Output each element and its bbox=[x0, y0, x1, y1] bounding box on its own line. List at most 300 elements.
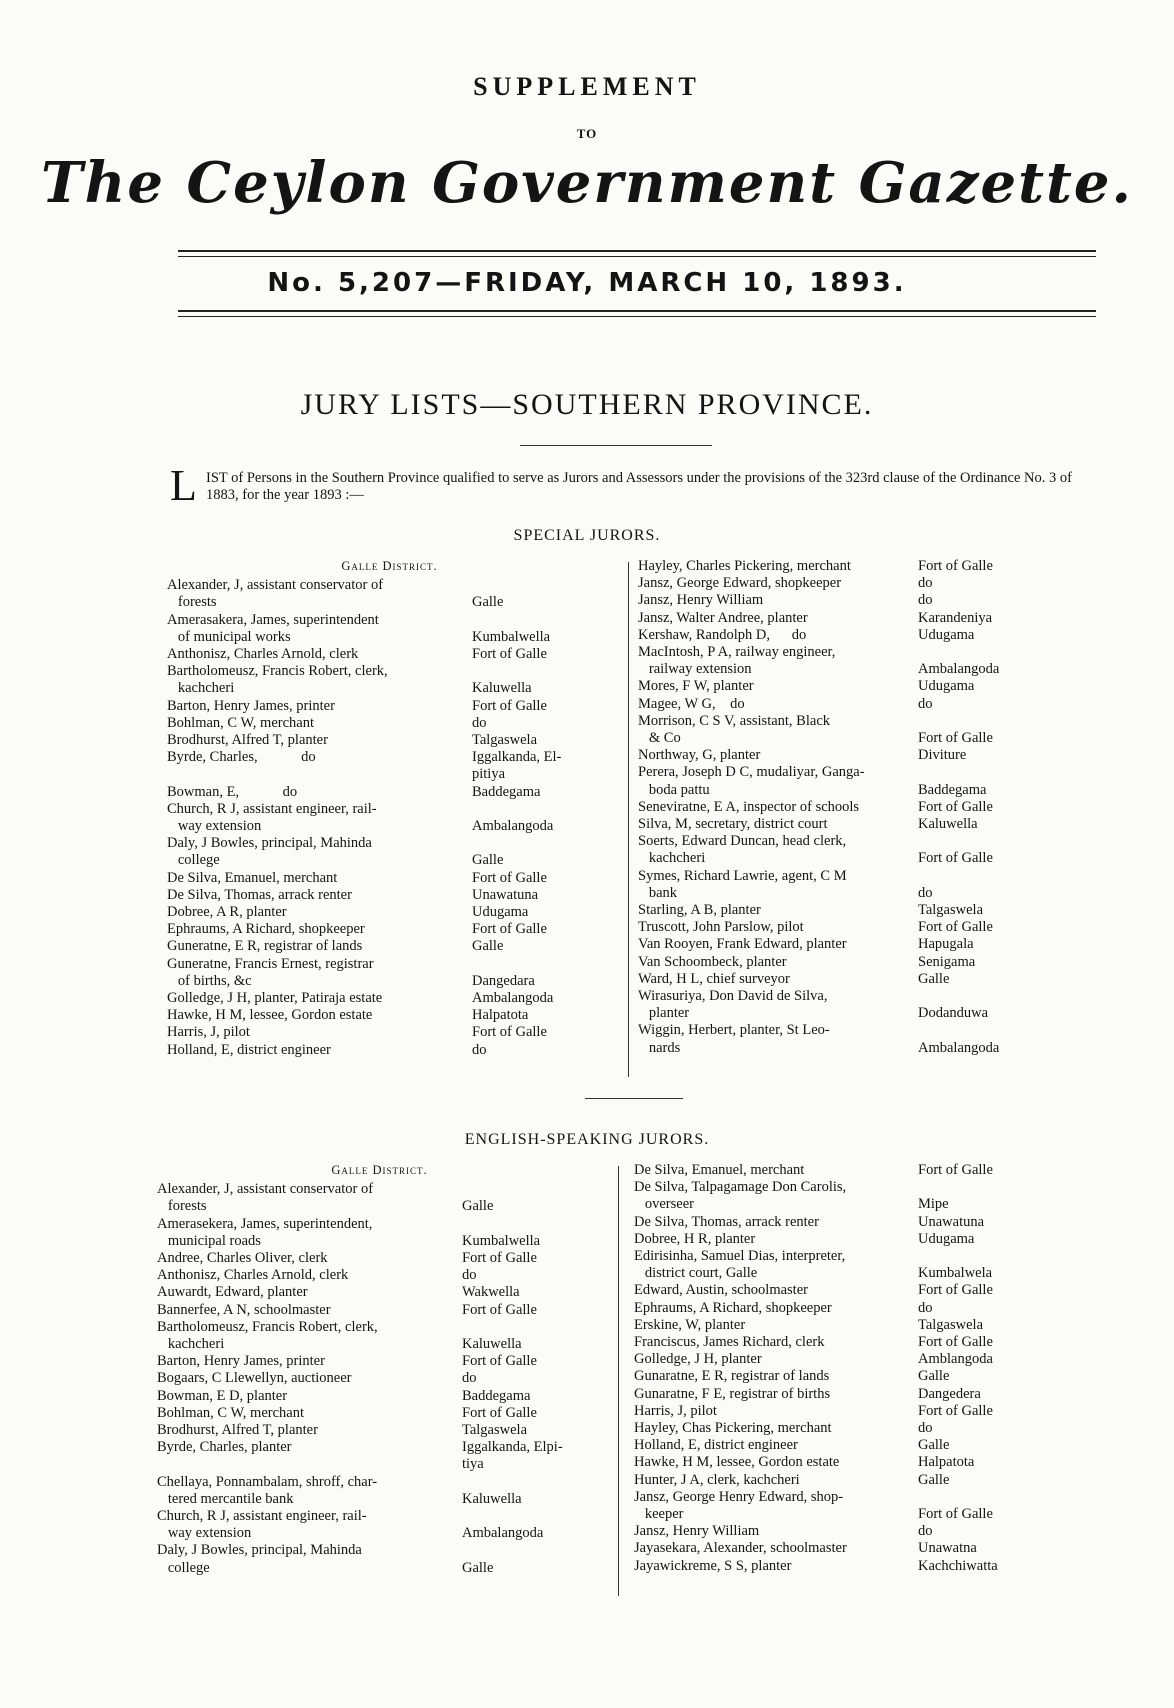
masthead-rule bbox=[178, 250, 1096, 257]
juror-place: Kumbalwella bbox=[462, 1232, 541, 1249]
juror-place: Hapugala bbox=[918, 936, 974, 953]
juror-name: forests bbox=[167, 594, 217, 611]
special-jurors-heading: SPECIAL JURORS. bbox=[513, 527, 661, 544]
juror-entry bbox=[157, 1336, 602, 1353]
juror-place: Galle bbox=[918, 970, 950, 987]
issue-line: No. 5,207—FRIDAY, MARCH 10, 1893. bbox=[267, 268, 907, 298]
juror-place: pitiya bbox=[472, 766, 506, 783]
juror-name: Hayley, Charles Pickering, merchant bbox=[638, 558, 851, 574]
juror-name: Jansz, George Edward, shopkeeper bbox=[638, 575, 842, 592]
juror-place: Fort of Galle bbox=[472, 869, 547, 886]
juror-name: Daly, J Bowles, principal, Mahinda bbox=[157, 1542, 362, 1559]
juror-name: Auwardt, Edward, planter bbox=[157, 1284, 308, 1301]
juror-place: Talgaswela bbox=[472, 732, 538, 749]
juror-place: Fort of Galle bbox=[918, 919, 993, 936]
juror-name: planter bbox=[638, 1005, 690, 1022]
juror-place: Udugama bbox=[918, 678, 975, 695]
juror-place: Dangedera bbox=[918, 1385, 981, 1402]
juror-entry bbox=[167, 698, 612, 715]
juror-place: Mipe bbox=[918, 1196, 949, 1213]
juror-entry bbox=[167, 784, 612, 801]
juror-name: of births, &c bbox=[167, 972, 252, 989]
juror-name: Hawke, H M, lessee, Gordon estate bbox=[634, 1454, 840, 1471]
juror-place: Ambalangoda bbox=[462, 1525, 544, 1542]
juror-entry bbox=[634, 1420, 1058, 1437]
juror-place: Kaluwella bbox=[462, 1490, 522, 1507]
juror-name: Gunaratne, F E, registrar of births bbox=[634, 1385, 831, 1402]
juror-place bbox=[472, 612, 612, 629]
juror-entry bbox=[157, 1353, 602, 1370]
juror-entry bbox=[167, 818, 612, 835]
juror-place: Senigama bbox=[918, 953, 976, 970]
juror-name: Bogaars, C Llewellyn, auctioneer bbox=[157, 1370, 352, 1387]
juror-name: Anthonisz, Charles Arnold, clerk bbox=[167, 646, 359, 663]
juror-entry bbox=[634, 1558, 1058, 1575]
juror-name: De Silva, Thomas, arrack renter bbox=[167, 886, 352, 903]
juror-name: Jansz, Henry William bbox=[634, 1523, 760, 1540]
juror-entry bbox=[638, 592, 1058, 609]
juror-name: Gunaratne, E R, registrar of lands bbox=[634, 1368, 830, 1385]
juror-place: Unawatuna bbox=[472, 886, 539, 903]
juror-name: Guneratne, E R, registrar of lands bbox=[167, 938, 363, 955]
juror-name: Van Rooyen, Frank Edward, planter bbox=[638, 936, 847, 953]
juror-name: Barton, Henry James, printer bbox=[167, 697, 335, 714]
juror-place: Galle bbox=[462, 1198, 494, 1215]
juror-name: Truscott, John Parslow, pilot bbox=[638, 919, 804, 936]
juror-place: Baddegama bbox=[472, 783, 541, 800]
juror-name: tered mercantile bank bbox=[157, 1490, 294, 1507]
juror-entry bbox=[638, 988, 1058, 1005]
juror-entry bbox=[634, 1214, 1058, 1231]
juror-name: Amerasekera, James, superintendent, bbox=[157, 1215, 373, 1232]
juror-place: Udugama bbox=[918, 626, 975, 643]
juror-entry bbox=[634, 1489, 1058, 1506]
juror-entry bbox=[157, 1474, 602, 1491]
to-heading: TO bbox=[576, 126, 598, 141]
juror-entry bbox=[167, 887, 612, 904]
juror-place: tiya bbox=[462, 1456, 484, 1473]
juror-name: Northway, G, planter bbox=[638, 747, 761, 764]
juror-place: Ambalangoda bbox=[918, 661, 1000, 678]
juror-entry bbox=[157, 1439, 602, 1456]
juror-entry bbox=[167, 715, 612, 732]
juror-name: Bowman, E D, planter bbox=[157, 1387, 288, 1404]
juror-name: Bohlman, C W, merchant bbox=[157, 1404, 304, 1421]
juror-name: Church, R J, assistant engineer, rail- bbox=[157, 1508, 367, 1525]
juror-name: Wiggin, Herbert, planter, St Leo- bbox=[638, 1022, 830, 1039]
juror-entry bbox=[634, 1300, 1058, 1317]
juror-name: Barton, Henry James, printer bbox=[157, 1353, 325, 1370]
juror-name: Holland, E, district engineer bbox=[167, 1041, 331, 1058]
intro-paragraph bbox=[170, 461, 1096, 510]
juror-place: do bbox=[462, 1267, 477, 1284]
juror-name: Byrde, Charles, do bbox=[167, 749, 316, 766]
juror-name: Ephraums, A Richard, shopkeeper bbox=[167, 921, 365, 938]
juror-place: Galle bbox=[918, 1368, 950, 1385]
juror-entry bbox=[638, 782, 1058, 799]
juror-entry bbox=[157, 1233, 602, 1250]
juror-name: Dobree, H R, planter bbox=[634, 1230, 756, 1247]
juror-place: Udugama bbox=[918, 1230, 975, 1247]
juror-name: Seneviratne, E A, inspector of schools bbox=[638, 798, 860, 815]
juror-entry bbox=[638, 747, 1058, 764]
juror-place: do bbox=[918, 1299, 933, 1316]
juror-entry bbox=[638, 885, 1058, 902]
juror-entry bbox=[167, 973, 612, 990]
juror-entry bbox=[634, 1351, 1058, 1368]
juror-place bbox=[918, 644, 1058, 661]
juror-place bbox=[472, 801, 612, 818]
intro-text: IST of Persons in the Southern Province qualified to serve as Jurors and Assessors under the provisions of the 323rd clause of the Ordinance No. 3 of 1883, for the year 1893 :— bbox=[206, 470, 1072, 503]
juror-place bbox=[918, 764, 1058, 781]
juror-place: Kaluwella bbox=[918, 816, 978, 833]
juror-place: Fort of Galle bbox=[918, 1334, 993, 1351]
juror-place: Fort of Galle bbox=[918, 1506, 993, 1523]
juror-place: Galle bbox=[462, 1559, 494, 1576]
juror-name: boda pattu bbox=[638, 781, 710, 798]
juror-name: Wirasuriya, Don David de Silva, bbox=[638, 988, 828, 1005]
juror-place: Galle bbox=[918, 1437, 950, 1454]
juror-name: Ephraums, A Richard, shopkeeper bbox=[634, 1299, 832, 1316]
juror-name: Church, R J, assistant engineer, rail- bbox=[167, 800, 377, 817]
juror-place: Fort of Galle bbox=[918, 1282, 993, 1299]
juror-entry bbox=[634, 1162, 1058, 1179]
juror-place bbox=[918, 1489, 1058, 1506]
juror-entry bbox=[634, 1265, 1058, 1282]
juror-entry bbox=[634, 1334, 1058, 1351]
juror-place bbox=[462, 1508, 602, 1525]
juror-entry bbox=[634, 1386, 1058, 1403]
juror-entry bbox=[638, 713, 1058, 730]
juror-entry bbox=[167, 612, 612, 629]
juror-name: Jayawickreme, S S, planter bbox=[634, 1557, 792, 1574]
juror-entry bbox=[157, 1422, 602, 1439]
juror-entry bbox=[167, 956, 612, 973]
juror-entry bbox=[157, 1181, 602, 1198]
juror-name: Starling, A B, planter bbox=[638, 902, 761, 919]
juror-entry bbox=[638, 627, 1058, 644]
juror-name: bank bbox=[638, 884, 678, 901]
juror-place: Fort of Galle bbox=[472, 697, 547, 714]
juror-name: Erskine, W, planter bbox=[634, 1316, 746, 1333]
juror-entry bbox=[638, 678, 1058, 695]
juror-name: Jansz, Henry William bbox=[638, 592, 764, 609]
juror-name: kachcheri bbox=[638, 850, 706, 867]
juror-entry bbox=[634, 1437, 1058, 1454]
juror-entry bbox=[634, 1454, 1058, 1471]
juror-name: Magee, W G, do bbox=[638, 695, 745, 712]
juror-entry bbox=[167, 680, 612, 697]
juror-entry bbox=[634, 1523, 1058, 1540]
juror-entry bbox=[638, 1005, 1058, 1022]
juror-entry bbox=[167, 990, 612, 1007]
juror-entry bbox=[167, 594, 612, 611]
juror-name: De Silva, Thomas, arrack renter bbox=[634, 1213, 819, 1230]
juror-entry bbox=[157, 1388, 602, 1405]
juror-name: Ward, H L, chief surveyor bbox=[638, 970, 790, 987]
juror-place: Fort of Galle bbox=[472, 921, 547, 938]
juror-name: district court, Galle bbox=[634, 1265, 758, 1282]
juror-entry bbox=[167, 904, 612, 921]
juror-entry bbox=[638, 954, 1058, 971]
juror-place: Galle bbox=[472, 938, 504, 955]
juror-entry bbox=[634, 1403, 1058, 1420]
juror-name: college bbox=[157, 1559, 210, 1576]
juror-place: Fort of Galle bbox=[918, 1162, 993, 1178]
juror-name: Alexander, J, assistant conservator of bbox=[157, 1181, 374, 1198]
juror-name: kachcheri bbox=[167, 680, 235, 697]
column-divider bbox=[628, 562, 629, 1077]
juror-name: way extension bbox=[157, 1525, 252, 1542]
juror-place bbox=[472, 835, 612, 852]
juror-entry bbox=[167, 646, 612, 663]
juror-place: Fort of Galle bbox=[918, 558, 993, 574]
juror-name: Golledge, J H, planter bbox=[634, 1351, 762, 1368]
juror-place: Galle bbox=[918, 1471, 950, 1488]
juror-entry bbox=[167, 766, 612, 783]
juror-entry bbox=[638, 799, 1058, 816]
juror-name: Jansz, Walter Andree, planter bbox=[638, 609, 808, 626]
juror-entry bbox=[638, 764, 1058, 781]
juror-place: Fort of Galle bbox=[462, 1353, 537, 1370]
juror-entry bbox=[167, 1007, 612, 1024]
juror-entry bbox=[638, 575, 1058, 592]
juror-entry bbox=[634, 1179, 1058, 1196]
juror-place: Fort of Galle bbox=[472, 646, 547, 663]
juror-entry bbox=[167, 852, 612, 869]
juror-place: Kaluwella bbox=[472, 680, 532, 697]
juror-name: Golledge, J H, planter, Patiraja estate bbox=[167, 990, 383, 1007]
juror-entry bbox=[157, 1198, 602, 1215]
juror-entry bbox=[157, 1302, 602, 1319]
column-divider bbox=[618, 1166, 619, 1596]
juror-place: Kumbalwela bbox=[918, 1265, 993, 1282]
juror-entry bbox=[638, 696, 1058, 713]
juror-entry bbox=[638, 610, 1058, 627]
juror-entry bbox=[634, 1472, 1058, 1489]
juror-entry bbox=[157, 1542, 602, 1559]
juror-name: Harris, J, pilot bbox=[634, 1402, 717, 1419]
juror-place bbox=[918, 1179, 1058, 1196]
juror-name: Guneratne, Francis Ernest, registrar bbox=[167, 955, 374, 972]
juror-name: Bannerfee, A N, schoolmaster bbox=[157, 1301, 331, 1318]
juror-entry bbox=[157, 1216, 602, 1233]
juror-entry bbox=[157, 1456, 602, 1473]
juror-entry bbox=[167, 1024, 612, 1041]
juror-entry bbox=[634, 1317, 1058, 1334]
juror-name: Anthonisz, Charles Arnold, clerk bbox=[157, 1267, 349, 1284]
juror-entry bbox=[634, 1282, 1058, 1299]
juror-entry bbox=[167, 801, 612, 818]
juror-name: Byrde, Charles, planter bbox=[157, 1439, 292, 1456]
juror-entry bbox=[638, 1040, 1058, 1057]
juror-entry bbox=[157, 1267, 602, 1284]
juror-entry bbox=[634, 1196, 1058, 1213]
juror-name: Holland, E, district engineer bbox=[634, 1437, 798, 1454]
juror-place bbox=[462, 1181, 602, 1198]
juror-entry bbox=[167, 1042, 612, 1059]
juror-entry bbox=[638, 850, 1058, 867]
juror-name: kachcheri bbox=[157, 1336, 225, 1353]
juror-place: Dangedara bbox=[472, 972, 535, 989]
title-rule bbox=[520, 445, 712, 446]
juror-place: Talgaswela bbox=[918, 1316, 984, 1333]
juror-name: Edirisinha, Samuel Dias, interpreter, bbox=[634, 1248, 846, 1265]
english-left-column bbox=[157, 1162, 602, 1577]
juror-name: keeper bbox=[634, 1506, 684, 1523]
juror-entry bbox=[157, 1319, 602, 1336]
juror-name: Jansz, George Henry Edward, shop- bbox=[634, 1488, 844, 1505]
special-left-column bbox=[167, 558, 612, 1059]
juror-name: Morrison, C S V, assistant, Black bbox=[638, 712, 831, 729]
juror-name: railway extension bbox=[638, 661, 752, 678]
juror-place: Udugama bbox=[472, 904, 529, 921]
juror-place: Iggalkanda, El- bbox=[472, 749, 562, 766]
section-rule bbox=[585, 1098, 683, 1099]
juror-place: Ambalangoda bbox=[918, 1039, 1000, 1056]
juror-name: of municipal works bbox=[167, 628, 291, 645]
juror-name: Hayley, Chas Pickering, merchant bbox=[634, 1420, 832, 1437]
juror-place bbox=[462, 1216, 602, 1233]
juror-entry bbox=[157, 1250, 602, 1267]
page-title: JURY LISTS—SOUTHERN PROVINCE. bbox=[300, 388, 874, 421]
juror-place: do bbox=[472, 1041, 487, 1058]
juror-place: do bbox=[918, 1523, 933, 1540]
juror-place: Baddegama bbox=[462, 1387, 531, 1404]
juror-name: Perera, Joseph D C, mudaliyar, Ganga- bbox=[638, 764, 865, 781]
juror-place: Karandeniya bbox=[918, 609, 993, 626]
juror-name: Amerasakera, James, superintendent bbox=[167, 611, 379, 628]
juror-name: college bbox=[167, 852, 220, 869]
juror-name: Silva, M, secretary, district court bbox=[638, 816, 828, 833]
juror-entry bbox=[638, 644, 1058, 661]
juror-place: Wakwella bbox=[462, 1284, 520, 1301]
juror-name: Edward, Austin, schoolmaster bbox=[634, 1282, 808, 1299]
special-right-column bbox=[638, 558, 1058, 1057]
juror-place: Fort of Galle bbox=[462, 1301, 537, 1318]
english-jurors-heading: ENGLISH-SPEAKING JURORS. bbox=[464, 1131, 710, 1148]
juror-name: & Co bbox=[638, 730, 681, 747]
juror-entry bbox=[638, 730, 1058, 747]
juror-entry bbox=[167, 732, 612, 749]
juror-entry bbox=[634, 1368, 1058, 1385]
juror-name: way extension bbox=[167, 818, 262, 835]
juror-place: Kaluwella bbox=[462, 1336, 522, 1353]
juror-entry bbox=[157, 1491, 602, 1508]
juror-name: Andree, Charles Oliver, clerk bbox=[157, 1250, 328, 1267]
district-heading: Galle District. bbox=[331, 1163, 428, 1177]
juror-entry bbox=[167, 835, 612, 852]
juror-entry bbox=[157, 1405, 602, 1422]
juror-entry bbox=[638, 816, 1058, 833]
juror-name: De Silva, Emanuel, merchant bbox=[634, 1162, 805, 1178]
juror-entry bbox=[157, 1508, 602, 1525]
juror-entry bbox=[167, 749, 612, 766]
juror-place bbox=[462, 1542, 602, 1559]
juror-name: Mores, F W, planter bbox=[638, 678, 754, 695]
juror-place bbox=[918, 1248, 1058, 1265]
juror-place: Kachchiwatta bbox=[918, 1557, 998, 1574]
juror-name: Hunter, J A, clerk, kachcheri bbox=[634, 1471, 800, 1488]
juror-place bbox=[472, 577, 612, 594]
juror-entry bbox=[634, 1231, 1058, 1248]
supplement-heading: SUPPLEMENT bbox=[473, 72, 701, 101]
juror-place: Talgaswela bbox=[462, 1422, 528, 1439]
gazette-masthead: The Ceylon Government Gazette. bbox=[40, 150, 1133, 216]
juror-place: Iggalkanda, Elpi- bbox=[462, 1439, 563, 1456]
juror-place: do bbox=[918, 884, 933, 901]
juror-name: Bowman, E, do bbox=[167, 783, 298, 800]
juror-place: Fort of Galle bbox=[462, 1250, 537, 1267]
juror-place: do bbox=[462, 1370, 477, 1387]
juror-name: Bohlman, C W, merchant bbox=[167, 714, 314, 731]
juror-name: Dobree, A R, planter bbox=[167, 904, 287, 921]
juror-entry bbox=[157, 1525, 602, 1542]
juror-name: De Silva, Talpagamage Don Carolis, bbox=[634, 1179, 847, 1196]
juror-entry bbox=[167, 577, 612, 594]
juror-place: do bbox=[918, 575, 933, 592]
juror-entry bbox=[634, 1540, 1058, 1557]
juror-entry bbox=[167, 938, 612, 955]
juror-name: overseer bbox=[634, 1196, 694, 1213]
juror-entry bbox=[638, 868, 1058, 885]
juror-place: Fort of Galle bbox=[918, 850, 993, 867]
juror-place: Fort of Galle bbox=[918, 1402, 993, 1419]
juror-name bbox=[157, 1456, 462, 1473]
juror-place: Fort of Galle bbox=[472, 1024, 547, 1041]
juror-name: Van Schoombeck, planter bbox=[638, 953, 787, 970]
juror-name: nards bbox=[638, 1039, 681, 1056]
juror-place bbox=[462, 1319, 602, 1336]
juror-place: Ambalangoda bbox=[472, 990, 554, 1007]
juror-place: Diviture bbox=[918, 747, 967, 764]
juror-place: Ambalangoda bbox=[472, 818, 554, 835]
juror-entry bbox=[157, 1370, 602, 1387]
english-right-column bbox=[634, 1162, 1058, 1575]
juror-place: Galle bbox=[472, 852, 504, 869]
juror-name: De Silva, Emanuel, merchant bbox=[167, 869, 338, 886]
juror-entry bbox=[638, 833, 1058, 850]
juror-name: Chellaya, Ponnambalam, shroff, char- bbox=[157, 1473, 378, 1490]
juror-name: MacIntosh, P A, railway engineer, bbox=[638, 644, 836, 661]
juror-entry bbox=[157, 1284, 602, 1301]
juror-entry bbox=[634, 1506, 1058, 1523]
juror-entry bbox=[638, 1022, 1058, 1039]
juror-entry bbox=[638, 919, 1058, 936]
juror-place: Dodanduwa bbox=[918, 1005, 989, 1022]
juror-entry bbox=[167, 870, 612, 887]
juror-name: Hawke, H M, lessee, Gordon estate bbox=[167, 1007, 373, 1024]
juror-place bbox=[472, 956, 612, 973]
juror-place bbox=[918, 833, 1058, 850]
juror-entry bbox=[634, 1248, 1058, 1265]
juror-name: Kershaw, Randolph D, do bbox=[638, 626, 807, 643]
juror-place: do bbox=[918, 1420, 933, 1437]
juror-name: Franciscus, James Richard, clerk bbox=[634, 1334, 825, 1351]
juror-place bbox=[462, 1474, 602, 1491]
juror-name: Brodhurst, Alfred T, planter bbox=[157, 1422, 318, 1439]
juror-name: Jayasekara, Alexander, schoolmaster bbox=[634, 1540, 847, 1557]
issue-rule bbox=[178, 310, 1096, 317]
juror-entry bbox=[638, 936, 1058, 953]
juror-place: Baddegama bbox=[918, 781, 987, 798]
juror-name: Brodhurst, Alfred T, planter bbox=[167, 732, 328, 749]
juror-entry bbox=[638, 971, 1058, 988]
juror-name: Bartholomeusz, Francis Robert, clerk, bbox=[167, 663, 388, 680]
drop-cap: L bbox=[170, 461, 197, 510]
juror-name: forests bbox=[157, 1198, 207, 1215]
district-heading: Galle District. bbox=[341, 559, 438, 573]
